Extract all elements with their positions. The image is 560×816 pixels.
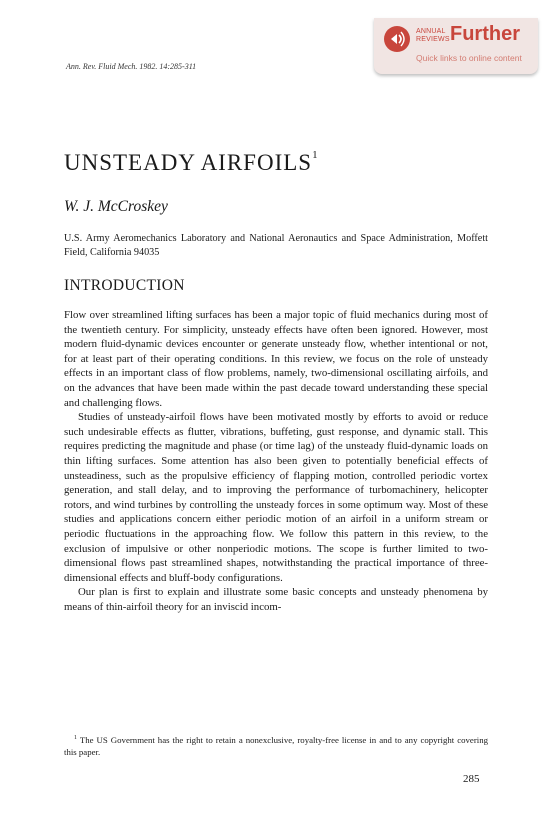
annual-reviews-wordmark: ANNUAL REVIEWS: [416, 28, 450, 43]
page-number: 285: [463, 773, 480, 785]
author-affiliation: U.S. Army Aeromechanics Laboratory and National Aeronautics and Space Administration, Moffett Field, California 94035: [64, 233, 488, 258]
section-heading: INTRODUCTION: [64, 277, 185, 294]
article-title: [64, 149, 318, 176]
title-text: UNSTEADY AIRFOILS: [64, 150, 313, 175]
annual-reviews-logo-icon: [384, 26, 410, 52]
footnote-text: The US Government has the right to retain a nonexclusive, royalty-free license in and to any copyright covering this paper.: [64, 734, 488, 757]
paragraph: Flow over streamlined lifting surfaces has been a major topic of fluid mechanics during most of the twentieth century. For simplicity, unsteady effects have often been ignored. However, most modern fluid-dynamic devices encounter or generate unsteady flow, whether intentional or not, for at least part of their operating conditions. In this review, we focus on the role of unsteady effects in an important class of flow problems, namely, two-dimensional oscillating airfoils, and on the advances that have been made within the past decade toward understanding these special and challenging flows.: [64, 309, 488, 409]
footnote: [64, 732, 488, 758]
author-name: W. J. McCroskey: [64, 198, 168, 215]
paragraph: Studies of unsteady-airfoil flows have been motivated mostly by efforts to avoid or reduce such undesirable effects as flutter, vibrations, buffeting, gust response, and dynamic stall. This requires predicting the magnitude and phase (or time lag) of the unsteady fluid-dynamic loads on thin lifting surfaces. Some attention has also been given to potentially beneficial effects of unsteadiness, such as the propulsive efficiency of flapping motion, controlled periodic vortex generation, and stall delay, and to improving the performance of turbomachinery, helicopter rotors, and wind turbines by controlling the unsteady forces in some optimum way. Most of these studies and applications concern either periodic motion of an airfoil in a uniform stream or periodic fluctuations in the approaching flow. We follow this pattern in this review, to the exclusion of impulsive or other nonperiodic motions. The scope is further limited to two-dimensional flows past streamlined shapes, notwithstanding the practical importance of three-dimensional effects and bluff-body configurations.: [64, 411, 488, 584]
article-body: [64, 308, 488, 614]
footnote-mark: 1: [74, 735, 77, 741]
further-badge[interactable]: [374, 18, 538, 74]
journal-citation: Ann. Rev. Fluid Mech. 1982. 14:285-311: [66, 62, 197, 71]
paragraph: Our plan is first to explain and illustrate some basic concepts and unsteady phenomena by means of thin-airfoil theory for an inviscid incom-: [64, 586, 488, 613]
badge-tagline: Quick links to online content: [416, 53, 522, 63]
further-wordmark: Further: [450, 23, 520, 45]
title-footnote-mark: 1: [312, 149, 318, 161]
